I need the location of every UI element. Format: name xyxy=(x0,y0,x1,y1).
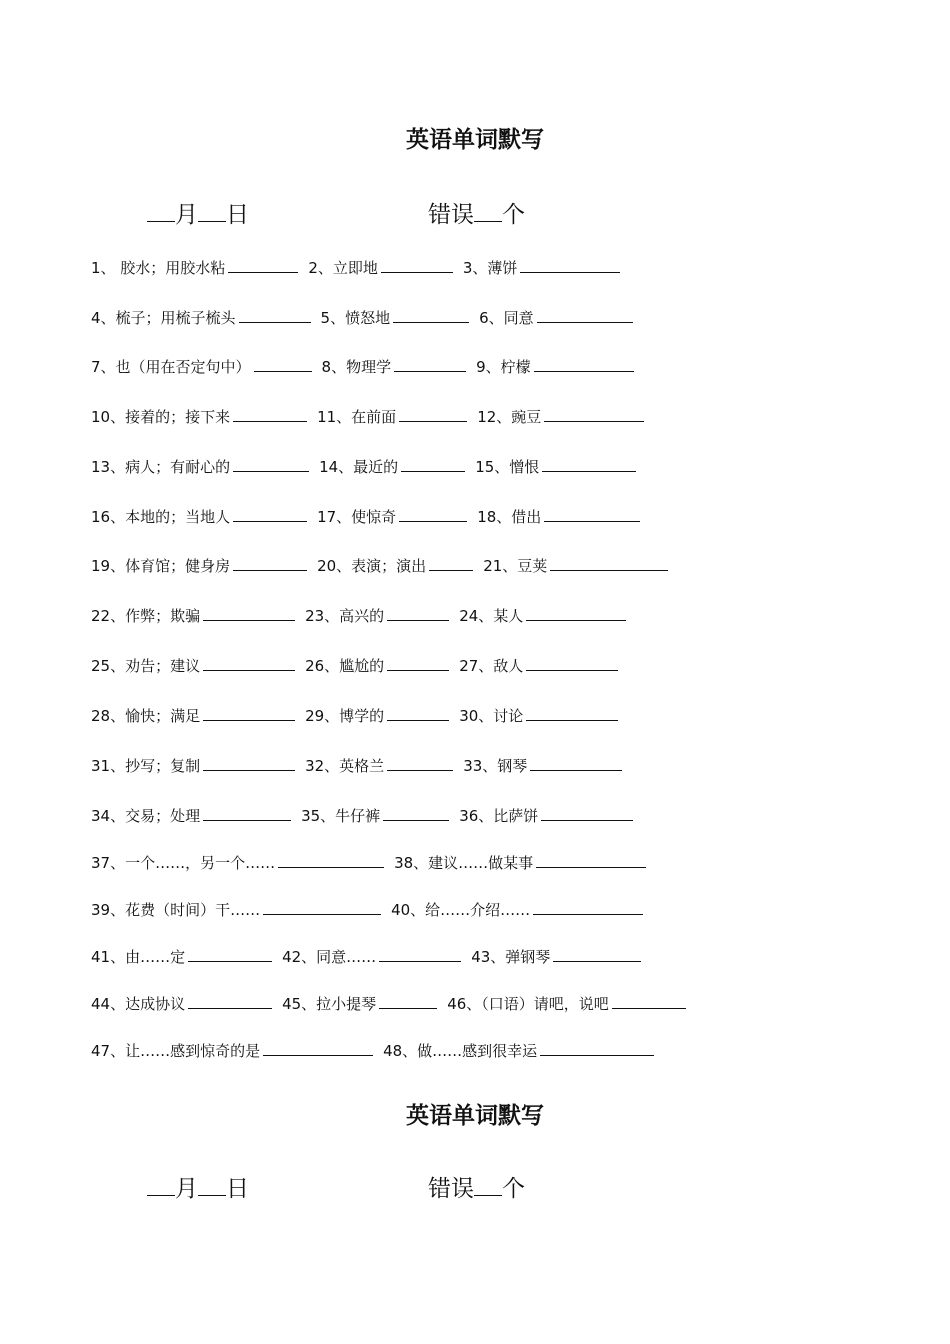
word-row xyxy=(91,947,651,967)
sheet-2-errors xyxy=(428,1170,525,1203)
errors-label: 错误 xyxy=(428,202,474,228)
word-prompt: 7、也（用在否定句中） xyxy=(91,358,251,376)
sheet-1-date xyxy=(147,196,249,229)
answer-blank[interactable] xyxy=(550,556,668,571)
word-row xyxy=(91,900,653,920)
answer-blank[interactable] xyxy=(233,507,307,522)
word-prompt: 42、同意…… xyxy=(282,948,377,966)
word-prompt: 19、体育馆；健身房 xyxy=(91,557,231,575)
month-blank[interactable] xyxy=(147,1194,175,1196)
errors-blank[interactable] xyxy=(474,220,502,222)
answer-blank[interactable] xyxy=(394,357,466,372)
word-prompt: 39、花费（时间）干…… xyxy=(91,901,261,919)
word-row xyxy=(91,656,628,676)
word-row xyxy=(91,853,656,873)
sheet-2-date xyxy=(147,1170,249,1203)
month-label: 月 xyxy=(175,202,198,228)
answer-blank[interactable] xyxy=(429,556,473,571)
answer-blank[interactable] xyxy=(526,706,618,721)
answer-blank[interactable] xyxy=(520,258,620,273)
sheet-2-title: 英语单词默写 xyxy=(406,1102,544,1129)
month-label: 月 xyxy=(175,1176,198,1202)
answer-blank[interactable] xyxy=(544,507,640,522)
word-prompt: 40、给……介绍…… xyxy=(391,901,531,919)
answer-blank[interactable] xyxy=(399,507,467,522)
answer-blank[interactable] xyxy=(536,853,646,868)
answer-blank[interactable] xyxy=(393,308,469,323)
sheet-1-title: 英语单词默写 xyxy=(406,126,544,153)
errors-blank[interactable] xyxy=(474,1194,502,1196)
answer-blank[interactable] xyxy=(542,457,636,472)
answer-blank[interactable] xyxy=(387,656,449,671)
answer-blank[interactable] xyxy=(526,606,626,621)
answer-blank[interactable] xyxy=(541,806,633,821)
word-prompt: 27、敌人 xyxy=(459,657,524,675)
answer-blank[interactable] xyxy=(379,994,437,1009)
answer-blank[interactable] xyxy=(203,806,291,821)
word-prompt: 3、薄饼 xyxy=(462,259,518,277)
answer-blank[interactable] xyxy=(540,1041,654,1056)
word-prompt: 29、博学的 xyxy=(305,707,385,725)
word-prompt: 12、豌豆 xyxy=(477,408,542,426)
word-prompt: 28、愉快；满足 xyxy=(91,707,201,725)
word-prompt: 41、由……定 xyxy=(91,948,186,966)
word-prompt: 6、同意 xyxy=(479,309,534,327)
word-prompt: 37、一个……，另一个…… xyxy=(91,854,276,872)
word-row xyxy=(91,407,654,427)
answer-blank[interactable] xyxy=(188,994,272,1009)
answer-blank[interactable] xyxy=(534,357,634,372)
word-row xyxy=(91,606,636,626)
word-prompt: 24、某人 xyxy=(459,607,524,625)
word-prompt: 20、表演；演出 xyxy=(317,557,427,575)
word-prompt: 32、英格兰 xyxy=(305,757,385,775)
answer-blank[interactable] xyxy=(233,457,309,472)
day-label: 日 xyxy=(226,202,249,228)
answer-blank[interactable] xyxy=(263,1041,373,1056)
word-prompt: 15、憎恨 xyxy=(475,458,540,476)
word-prompt: 2、立即地 xyxy=(308,259,378,277)
word-prompt: 30、讨论 xyxy=(459,707,524,725)
answer-blank[interactable] xyxy=(387,606,449,621)
word-prompt: 35、牛仔裤 xyxy=(301,807,381,825)
answer-blank[interactable] xyxy=(387,756,453,771)
word-prompt: 45、拉小提琴 xyxy=(282,995,377,1013)
answer-blank[interactable] xyxy=(401,457,465,472)
answer-blank[interactable] xyxy=(526,656,618,671)
word-prompt: 31、抄写；复制 xyxy=(91,757,201,775)
word-prompt: 46、（口语）请吧，说吧 xyxy=(447,995,609,1013)
day-blank[interactable] xyxy=(198,220,226,222)
word-row xyxy=(91,994,696,1014)
word-prompt: 17、使惊奇 xyxy=(317,508,397,526)
word-prompt: 4、梳子；用梳子梳头 xyxy=(91,309,236,327)
word-row xyxy=(91,556,678,576)
answer-blank[interactable] xyxy=(278,853,384,868)
answer-blank[interactable] xyxy=(530,756,622,771)
word-prompt: 36、比萨饼 xyxy=(459,807,539,825)
word-prompt: 13、病人；有耐心的 xyxy=(91,458,231,476)
word-prompt: 38、建议……做某事 xyxy=(394,854,534,872)
word-prompt: 25、劝告；建议 xyxy=(91,657,201,675)
answer-blank[interactable] xyxy=(233,407,307,422)
word-row xyxy=(91,258,630,278)
word-prompt: 10、接着的；接下来 xyxy=(91,408,231,426)
word-row xyxy=(91,1041,664,1061)
answer-blank[interactable] xyxy=(387,706,449,721)
errors-label: 错误 xyxy=(428,1176,474,1202)
word-prompt: 47、让……感到惊奇的是 xyxy=(91,1042,261,1060)
answer-blank[interactable] xyxy=(544,407,644,422)
answer-blank[interactable] xyxy=(203,706,295,721)
word-prompt: 8、物理学 xyxy=(321,358,392,376)
answer-blank[interactable] xyxy=(263,900,381,915)
day-blank[interactable] xyxy=(198,1194,226,1196)
answer-blank[interactable] xyxy=(381,258,453,273)
word-prompt: 26、尴尬的 xyxy=(305,657,385,675)
word-row xyxy=(91,357,644,377)
word-prompt: 21、豆荚 xyxy=(483,557,548,575)
answer-blank[interactable] xyxy=(233,556,307,571)
answer-blank[interactable] xyxy=(203,756,295,771)
answer-blank[interactable] xyxy=(612,994,686,1009)
word-prompt: 9、柠檬 xyxy=(476,358,531,376)
answer-blank[interactable] xyxy=(254,357,312,372)
word-row xyxy=(91,706,628,726)
answer-blank[interactable] xyxy=(379,947,461,962)
count-label: 个 xyxy=(502,1176,525,1202)
word-prompt: 44、达成协议 xyxy=(91,995,186,1013)
answer-blank[interactable] xyxy=(537,308,633,323)
word-prompt: 48、做……感到很幸运 xyxy=(383,1042,538,1060)
answer-blank[interactable] xyxy=(203,606,295,621)
answer-blank[interactable] xyxy=(533,900,643,915)
count-label: 个 xyxy=(502,202,525,228)
word-prompt: 43、弹钢琴 xyxy=(471,948,551,966)
answer-blank[interactable] xyxy=(228,258,298,273)
word-prompt: 22、作弊；欺骗 xyxy=(91,607,201,625)
word-prompt: 23、高兴的 xyxy=(305,607,385,625)
answer-blank[interactable] xyxy=(203,656,295,671)
word-row xyxy=(91,308,643,328)
answer-blank[interactable] xyxy=(239,308,311,323)
answer-blank[interactable] xyxy=(188,947,272,962)
word-row xyxy=(91,806,643,826)
word-prompt: 33、钢琴 xyxy=(463,757,528,775)
answer-blank[interactable] xyxy=(553,947,641,962)
month-blank[interactable] xyxy=(147,220,175,222)
word-row xyxy=(91,507,650,527)
word-prompt: 11、在前面 xyxy=(317,408,397,426)
day-label: 日 xyxy=(226,1176,249,1202)
answer-blank[interactable] xyxy=(399,407,467,422)
sheet-1-errors xyxy=(428,196,525,229)
word-prompt: 14、最近的 xyxy=(319,458,399,476)
word-prompt: 18、借出 xyxy=(477,508,542,526)
answer-blank[interactable] xyxy=(383,806,449,821)
word-row xyxy=(91,457,646,477)
word-prompt: 5、愤怒地 xyxy=(320,309,391,327)
word-prompt: 1、 胶水；用胶水粘 xyxy=(91,259,226,277)
word-prompt: 34、交易；处理 xyxy=(91,807,201,825)
word-row xyxy=(91,756,632,776)
word-prompt: 16、本地的；当地人 xyxy=(91,508,231,526)
